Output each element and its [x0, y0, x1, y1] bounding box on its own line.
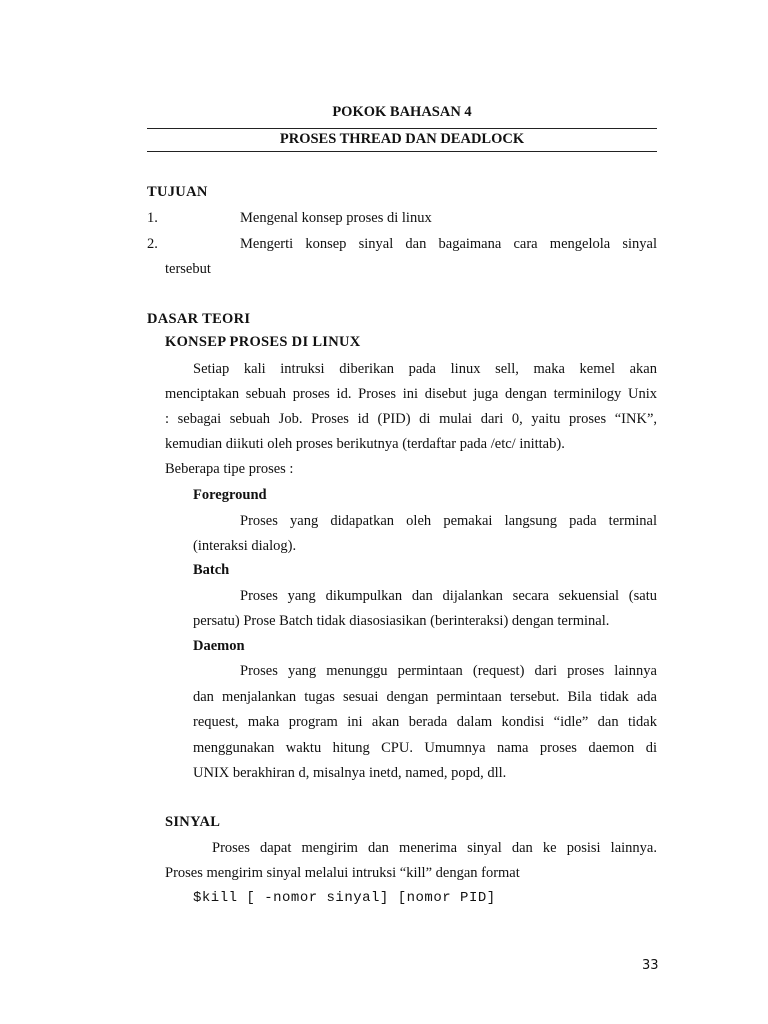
chapter-heading: POKOK BAHASAN 4: [332, 104, 472, 120]
sinyal-paragraph-line: Proses dapat mengirim dan menerima sinyal dan ke posisi lainnya.: [212, 840, 657, 856]
paragraph-line: menciptakan sebuah proses id. Proses ini disebut juga dengan terminilogy Unix: [165, 386, 657, 402]
top-rule: [147, 128, 657, 129]
paragraph-line: kemudian diikuti oleh proses berikutnya (terdaftar pada /etc/ inittab).: [165, 436, 565, 452]
tujuan-item-2-text: Mengerti konsep sinyal dan bagaimana cara mengelola sinyal: [240, 236, 657, 252]
dasar-teori-heading: DASAR TEORI: [147, 311, 251, 327]
tujuan-item-1-number: 1.: [147, 210, 158, 226]
tujuan-heading: TUJUAN: [147, 184, 208, 200]
batch-label: Batch: [193, 562, 230, 578]
page-number: 33: [642, 958, 659, 973]
tujuan-item-2-number: 2.: [147, 236, 158, 252]
bottom-rule: [147, 151, 657, 152]
konsep-proses-subheading: KONSEP PROSES DI LINUX: [165, 334, 361, 350]
sinyal-paragraph-line: Proses mengirim sinyal melalui intruksi “kill” dengan format: [165, 865, 520, 881]
paragraph-line: Setiap kali intruksi diberikan pada linux sell, maka kemel akan: [193, 361, 657, 377]
batch-description-line: Proses yang dikumpulkan dan dijalankan secara sekuensial (satu: [240, 588, 657, 604]
foreground-description-line: (interaksi dialog).: [193, 538, 297, 554]
daemon-label: Daemon: [193, 638, 245, 654]
daemon-description-line: request, maka program ini akan berada dalam kondisi “idle” dan tidak: [193, 714, 657, 730]
kill-command-example: $kill [ -nomor sinyal] [nomor PID]: [193, 890, 496, 906]
process-types-intro: Beberapa tipe proses :: [165, 461, 294, 477]
document-title: PROSES THREAD DAN DEADLOCK: [279, 131, 525, 147]
daemon-description-line: menggunakan waktu hitung CPU. Umumnya nama proses daemon di: [193, 740, 657, 756]
paragraph-line: : sebagai sebuah Job. Proses id (PID) di mulai dari 0, yaitu proses “INK”,: [165, 411, 657, 427]
tujuan-item-1-text: Mengenal konsep proses di linux: [240, 210, 432, 226]
daemon-description-line: Proses yang menunggu permintaan (request) dari proses lainnya: [240, 663, 657, 679]
foreground-description-line: Proses yang didapatkan oleh pemakai langsung pada terminal: [240, 513, 657, 529]
tujuan-item-2-continuation: tersebut: [165, 261, 211, 277]
sinyal-heading: SINYAL: [165, 814, 221, 830]
daemon-description-line: dan menjalankan tugas sesuai dengan permintaan tersebut. Bila tidak ada: [193, 689, 657, 705]
batch-description-line: persatu) Prose Batch tidak diasosiasikan (berinteraksi) dengan terminal.: [193, 613, 610, 629]
daemon-description-line: UNIX berakhiran d, misalnya inetd, named, popd, dll.: [193, 765, 507, 781]
foreground-label: Foreground: [193, 487, 267, 503]
